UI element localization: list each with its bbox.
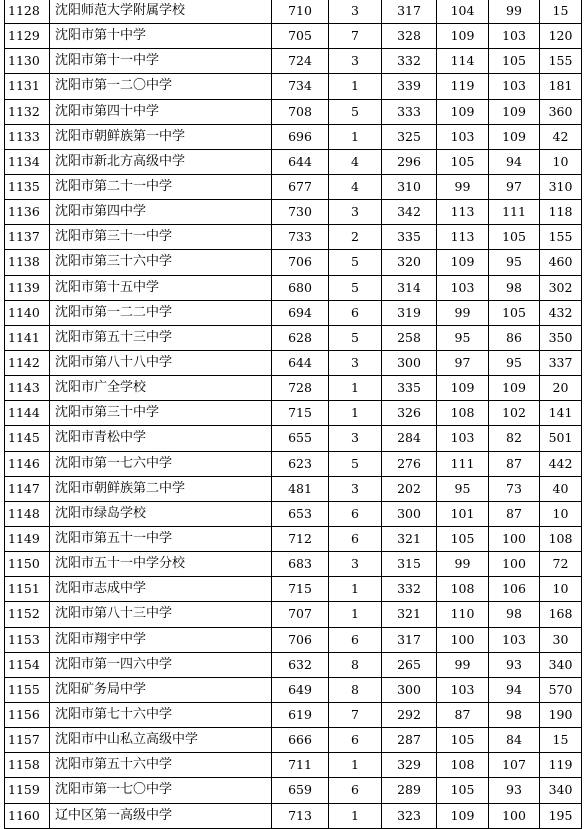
value-cell-2: 1 [329,74,382,99]
value-cell-2: 5 [329,99,382,124]
value-cell-4: 103 [437,426,489,451]
school-name-cell: 沈阳市五十一中学分校 [50,552,272,577]
value-cell-1: 708 [272,99,329,124]
school-name-cell: 沈阳市第五十六中学 [50,753,272,778]
school-name-cell: 沈阳市朝鲜族第一中学 [50,124,272,149]
table-row [5,778,582,803]
value-cell-5: 99 [489,0,540,24]
table-row [5,702,582,727]
school-name-cell: 辽中区第一高级中学 [50,803,272,828]
value-cell-2: 7 [329,702,382,727]
value-cell-6: 168 [540,602,582,627]
value-cell-6: 141 [540,401,582,426]
value-cell-6: 340 [540,652,582,677]
value-cell-4: 105 [437,728,489,753]
value-cell-5: 97 [489,174,540,199]
table-row [5,426,582,451]
value-cell-2: 6 [329,501,382,526]
value-cell-4: 99 [437,552,489,577]
value-cell-6: 40 [540,476,582,501]
value-cell-2: 8 [329,652,382,677]
value-cell-3: 323 [382,803,437,828]
value-cell-2: 4 [329,174,382,199]
value-cell-2: 1 [329,376,382,401]
value-cell-1: 724 [272,49,329,74]
value-cell-1: 666 [272,728,329,753]
value-cell-6: 460 [540,250,582,275]
school-name-cell: 沈阳市第十一中学 [50,49,272,74]
value-cell-2: 3 [329,350,382,375]
row-number-cell: 1134 [5,149,50,174]
value-cell-5: 94 [489,677,540,702]
value-cell-5: 98 [489,275,540,300]
value-cell-6: 310 [540,174,582,199]
table-row [5,325,582,350]
value-cell-2: 5 [329,451,382,476]
value-cell-1: 706 [272,250,329,275]
value-cell-5: 109 [489,376,540,401]
value-cell-3: 202 [382,476,437,501]
value-cell-1: 619 [272,702,329,727]
value-cell-4: 108 [437,753,489,778]
value-cell-3: 332 [382,49,437,74]
table-row [5,350,582,375]
value-cell-5: 102 [489,401,540,426]
value-cell-2: 1 [329,803,382,828]
value-cell-4: 101 [437,501,489,526]
value-cell-5: 82 [489,426,540,451]
value-cell-1: 711 [272,753,329,778]
value-cell-3: 328 [382,24,437,49]
value-cell-4: 99 [437,300,489,325]
row-number-cell: 1149 [5,526,50,551]
value-cell-3: 265 [382,652,437,677]
row-number-cell: 1145 [5,426,50,451]
value-cell-6: 119 [540,753,582,778]
value-cell-3: 300 [382,350,437,375]
value-cell-6: 10 [540,149,582,174]
value-cell-6: 15 [540,0,582,24]
row-number-cell: 1133 [5,124,50,149]
value-cell-6: 108 [540,526,582,551]
value-cell-3: 292 [382,702,437,727]
value-cell-4: 109 [437,24,489,49]
value-cell-4: 109 [437,803,489,828]
table-row [5,149,582,174]
row-number-cell: 1146 [5,451,50,476]
value-cell-6: 20 [540,376,582,401]
row-number-cell: 1159 [5,778,50,803]
value-cell-5: 106 [489,577,540,602]
row-number-cell: 1154 [5,652,50,677]
value-cell-4: 109 [437,250,489,275]
table-row [5,200,582,225]
value-cell-6: 340 [540,778,582,803]
value-cell-5: 109 [489,124,540,149]
value-cell-4: 104 [437,0,489,24]
table-row [5,74,582,99]
value-cell-1: 730 [272,200,329,225]
value-cell-5: 93 [489,652,540,677]
row-number-cell: 1153 [5,627,50,652]
value-cell-3: 342 [382,200,437,225]
value-cell-1: 734 [272,74,329,99]
value-cell-4: 95 [437,476,489,501]
school-name-cell: 沈阳师范大学附属学校 [50,0,272,24]
value-cell-4: 99 [437,174,489,199]
value-cell-3: 332 [382,577,437,602]
value-cell-1: 659 [272,778,329,803]
row-number-cell: 1143 [5,376,50,401]
value-cell-6: 190 [540,702,582,727]
table-row [5,677,582,702]
row-number-cell: 1147 [5,476,50,501]
value-cell-6: 432 [540,300,582,325]
value-cell-3: 300 [382,677,437,702]
table-row [5,552,582,577]
value-cell-1: 715 [272,401,329,426]
value-cell-5: 84 [489,728,540,753]
table-row [5,250,582,275]
value-cell-1: 728 [272,376,329,401]
value-cell-1: 705 [272,24,329,49]
value-cell-3: 326 [382,401,437,426]
value-cell-3: 276 [382,451,437,476]
value-cell-5: 105 [489,49,540,74]
value-cell-4: 119 [437,74,489,99]
value-cell-3: 284 [382,426,437,451]
value-cell-3: 317 [382,0,437,24]
value-cell-6: 360 [540,99,582,124]
value-cell-1: 677 [272,174,329,199]
value-cell-3: 335 [382,225,437,250]
row-number-cell: 1156 [5,702,50,727]
value-cell-2: 3 [329,476,382,501]
table-row [5,99,582,124]
value-cell-5: 111 [489,200,540,225]
value-cell-6: 10 [540,577,582,602]
row-number-cell: 1155 [5,677,50,702]
value-cell-3: 296 [382,149,437,174]
table-row [5,476,582,501]
value-cell-5: 103 [489,627,540,652]
table-body [5,0,582,828]
table-row [5,24,582,49]
value-cell-1: 694 [272,300,329,325]
value-cell-3: 320 [382,250,437,275]
row-number-cell: 1152 [5,602,50,627]
value-cell-5: 103 [489,74,540,99]
row-number-cell: 1137 [5,225,50,250]
value-cell-6: 350 [540,325,582,350]
school-name-cell: 沈阳市第一四六中学 [50,652,272,677]
value-cell-4: 87 [437,702,489,727]
value-cell-6: 195 [540,803,582,828]
value-cell-6: 155 [540,225,582,250]
value-cell-5: 105 [489,225,540,250]
value-cell-6: 181 [540,74,582,99]
table-row [5,124,582,149]
value-cell-4: 108 [437,401,489,426]
school-name-cell: 沈阳市朝鲜族第二中学 [50,476,272,501]
value-cell-3: 300 [382,501,437,526]
school-name-cell: 沈阳市第八十三中学 [50,602,272,627]
table-row [5,728,582,753]
table-row [5,501,582,526]
value-cell-5: 100 [489,552,540,577]
table-row [5,275,582,300]
school-name-cell: 沈阳市第五十一中学 [50,526,272,551]
value-cell-2: 6 [329,526,382,551]
table-row [5,174,582,199]
value-cell-3: 314 [382,275,437,300]
school-name-cell: 沈阳市第十五中学 [50,275,272,300]
value-cell-6: 42 [540,124,582,149]
value-cell-4: 105 [437,778,489,803]
value-cell-2: 5 [329,250,382,275]
value-cell-4: 99 [437,652,489,677]
value-cell-1: 655 [272,426,329,451]
row-number-cell: 1132 [5,99,50,124]
row-number-cell: 1139 [5,275,50,300]
value-cell-3: 333 [382,99,437,124]
school-name-cell: 沈阳市新北方高级中学 [50,149,272,174]
value-cell-4: 95 [437,325,489,350]
school-name-cell: 沈阳市第一七六中学 [50,451,272,476]
value-cell-5: 95 [489,250,540,275]
value-cell-3: 339 [382,74,437,99]
value-cell-1: 653 [272,501,329,526]
school-name-cell: 沈阳市第三十六中学 [50,250,272,275]
row-number-cell: 1129 [5,24,50,49]
value-cell-4: 111 [437,451,489,476]
value-cell-3: 321 [382,526,437,551]
table-row [5,526,582,551]
value-cell-1: 712 [272,526,329,551]
table-row [5,300,582,325]
value-cell-4: 103 [437,275,489,300]
school-name-cell: 沈阳市志成中学 [50,577,272,602]
school-name-cell: 沈阳市第一二二中学 [50,300,272,325]
row-number-cell: 1128 [5,0,50,24]
value-cell-6: 30 [540,627,582,652]
row-number-cell: 1150 [5,552,50,577]
value-cell-4: 113 [437,225,489,250]
school-name-cell: 沈阳市第四十中学 [50,99,272,124]
value-cell-4: 103 [437,124,489,149]
school-name-cell: 沈阳市第五十三中学 [50,325,272,350]
value-cell-3: 258 [382,325,437,350]
value-cell-5: 105 [489,300,540,325]
row-number-cell: 1158 [5,753,50,778]
table-row [5,602,582,627]
value-cell-2: 5 [329,325,382,350]
value-cell-2: 1 [329,753,382,778]
row-number-cell: 1138 [5,250,50,275]
school-name-cell: 沈阳市第一二〇中学 [50,74,272,99]
row-number-cell: 1160 [5,803,50,828]
value-cell-5: 86 [489,325,540,350]
value-cell-5: 98 [489,602,540,627]
table-row [5,376,582,401]
value-cell-4: 109 [437,376,489,401]
table-row [5,0,582,24]
value-cell-3: 310 [382,174,437,199]
value-cell-2: 8 [329,677,382,702]
value-cell-3: 315 [382,552,437,577]
value-cell-2: 1 [329,124,382,149]
value-cell-1: 623 [272,451,329,476]
table-row [5,627,582,652]
value-cell-6: 15 [540,728,582,753]
value-cell-2: 6 [329,627,382,652]
value-cell-4: 105 [437,149,489,174]
value-cell-4: 110 [437,602,489,627]
row-number-cell: 1136 [5,200,50,225]
value-cell-1: 706 [272,627,329,652]
value-cell-1: 713 [272,803,329,828]
value-cell-5: 100 [489,526,540,551]
school-name-cell: 沈阳市第一七〇中学 [50,778,272,803]
value-cell-1: 733 [272,225,329,250]
value-cell-1: 715 [272,577,329,602]
school-name-cell: 沈阳市第三十中学 [50,401,272,426]
table-row [5,451,582,476]
value-cell-2: 6 [329,300,382,325]
value-cell-1: 696 [272,124,329,149]
value-cell-1: 649 [272,677,329,702]
value-cell-1: 710 [272,0,329,24]
row-number-cell: 1131 [5,74,50,99]
table-row [5,652,582,677]
value-cell-3: 321 [382,602,437,627]
value-cell-2: 1 [329,401,382,426]
value-cell-2: 4 [329,149,382,174]
school-name-cell: 沈阳矿务局中学 [50,677,272,702]
row-number-cell: 1151 [5,577,50,602]
value-cell-1: 644 [272,149,329,174]
value-cell-2: 7 [329,24,382,49]
value-cell-3: 335 [382,376,437,401]
value-cell-4: 97 [437,350,489,375]
value-cell-5: 100 [489,803,540,828]
value-cell-2: 3 [329,552,382,577]
value-cell-4: 109 [437,99,489,124]
value-cell-6: 302 [540,275,582,300]
value-cell-2: 1 [329,602,382,627]
value-cell-6: 501 [540,426,582,451]
table-row [5,577,582,602]
value-cell-1: 632 [272,652,329,677]
value-cell-6: 10 [540,501,582,526]
value-cell-5: 73 [489,476,540,501]
value-cell-3: 317 [382,627,437,652]
row-number-cell: 1140 [5,300,50,325]
school-name-cell: 沈阳市第二十一中学 [50,174,272,199]
value-cell-1: 481 [272,476,329,501]
value-cell-5: 103 [489,24,540,49]
value-cell-2: 3 [329,49,382,74]
value-cell-1: 644 [272,350,329,375]
value-cell-6: 337 [540,350,582,375]
value-cell-4: 114 [437,49,489,74]
school-name-cell: 沈阳市第三十一中学 [50,225,272,250]
value-cell-6: 72 [540,552,582,577]
row-number-cell: 1157 [5,728,50,753]
value-cell-6: 120 [540,24,582,49]
table-row [5,225,582,250]
school-name-cell: 沈阳市中山私立高级中学 [50,728,272,753]
school-name-cell: 沈阳市第四中学 [50,200,272,225]
row-number-cell: 1135 [5,174,50,199]
value-cell-3: 287 [382,728,437,753]
value-cell-5: 94 [489,149,540,174]
value-cell-2: 2 [329,225,382,250]
value-cell-5: 95 [489,350,540,375]
value-cell-3: 325 [382,124,437,149]
value-cell-1: 628 [272,325,329,350]
table-row [5,401,582,426]
row-number-cell: 1142 [5,350,50,375]
value-cell-6: 155 [540,49,582,74]
value-cell-2: 6 [329,778,382,803]
school-name-cell: 沈阳市第十中学 [50,24,272,49]
value-cell-6: 118 [540,200,582,225]
value-cell-4: 100 [437,627,489,652]
value-cell-2: 3 [329,0,382,24]
value-cell-2: 1 [329,577,382,602]
value-cell-5: 107 [489,753,540,778]
value-cell-2: 3 [329,200,382,225]
value-cell-3: 319 [382,300,437,325]
school-name-cell: 沈阳市第七十六中学 [50,702,272,727]
value-cell-4: 113 [437,200,489,225]
value-cell-5: 87 [489,451,540,476]
value-cell-1: 680 [272,275,329,300]
school-name-cell: 沈阳市青松中学 [50,426,272,451]
value-cell-4: 108 [437,577,489,602]
table-row [5,49,582,74]
value-cell-5: 98 [489,702,540,727]
table-row [5,753,582,778]
school-score-table [4,0,582,829]
value-cell-1: 683 [272,552,329,577]
value-cell-2: 6 [329,728,382,753]
row-number-cell: 1148 [5,501,50,526]
value-cell-4: 103 [437,677,489,702]
school-name-cell: 沈阳市翔宇中学 [50,627,272,652]
value-cell-3: 329 [382,753,437,778]
value-cell-5: 109 [489,99,540,124]
value-cell-5: 93 [489,778,540,803]
row-number-cell: 1141 [5,325,50,350]
value-cell-2: 5 [329,275,382,300]
row-number-cell: 1130 [5,49,50,74]
school-name-cell: 沈阳市广全学校 [50,376,272,401]
value-cell-6: 570 [540,677,582,702]
school-name-cell: 沈阳市绿岛学校 [50,501,272,526]
school-name-cell: 沈阳市第八十八中学 [50,350,272,375]
value-cell-6: 442 [540,451,582,476]
value-cell-4: 105 [437,526,489,551]
row-number-cell: 1144 [5,401,50,426]
value-cell-3: 289 [382,778,437,803]
value-cell-2: 3 [329,426,382,451]
value-cell-1: 707 [272,602,329,627]
value-cell-5: 87 [489,501,540,526]
table-row [5,803,582,828]
